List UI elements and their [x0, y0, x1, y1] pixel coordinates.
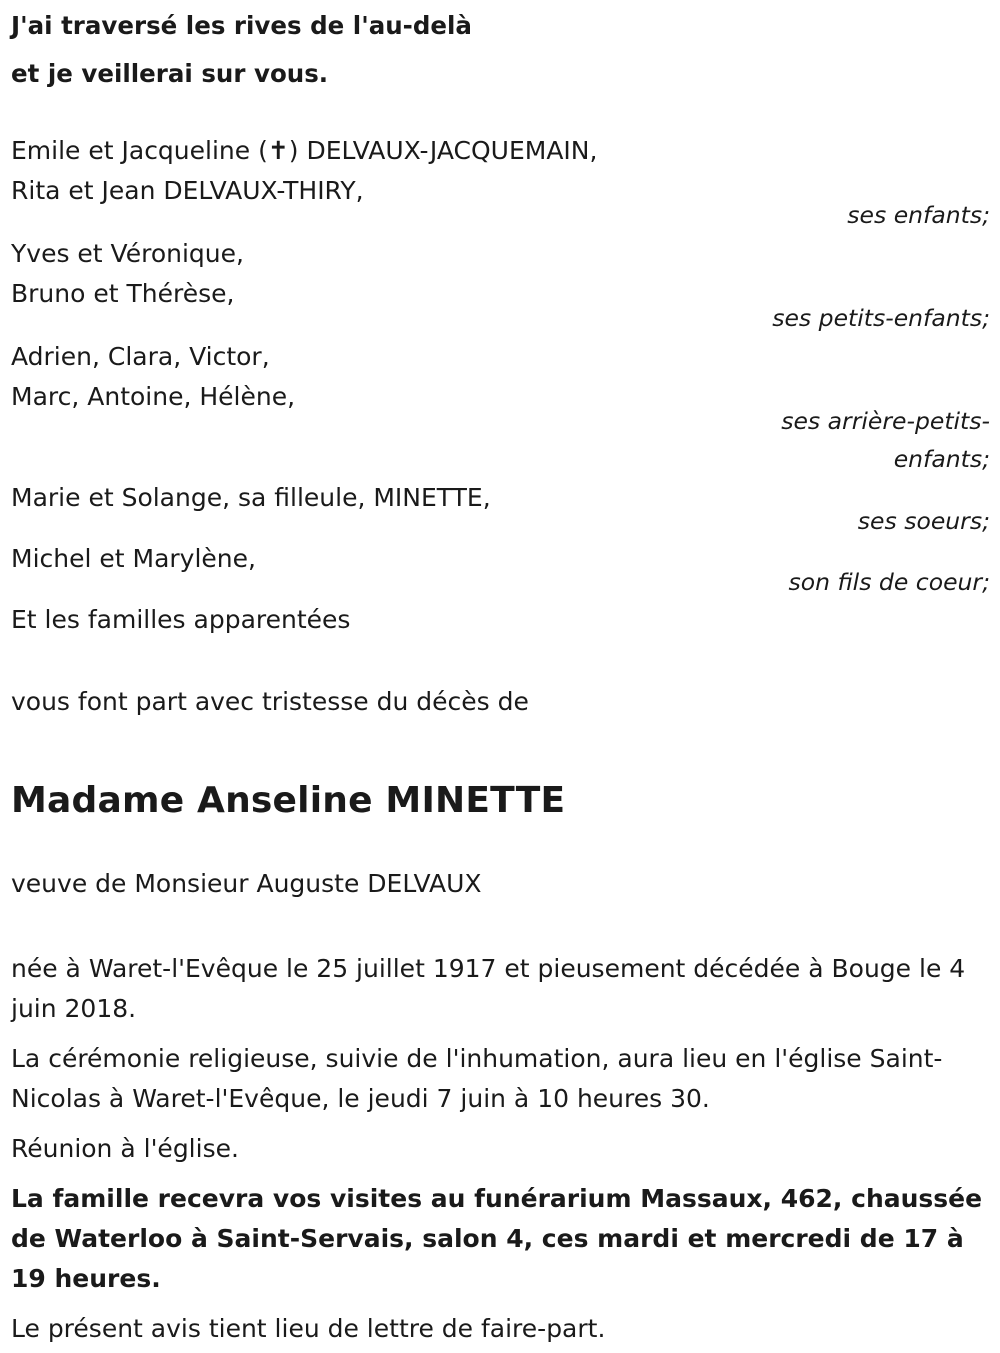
relation-label: son fils de coeur; [788, 568, 990, 596]
relation-label: ses soeurs; [857, 507, 990, 535]
family-name-line: Adrien, Clara, Victor, [11, 342, 270, 371]
relation-label: ses enfants; [847, 201, 990, 229]
verse-line-1: J'ai traversé les rives de l'au-delà [11, 11, 472, 40]
ceremony-text: La cérémonie religieuse, suivie de l'inhumation, aura lieu en l'église Saint-Nicolas à Waret-l'Evêque, le jeudi 7 juin à 10 heures 30. [11, 1044, 943, 1113]
details [11, 949, 990, 1349]
family-name-line: Marc, Antoine, Hélène, [11, 382, 296, 411]
family-name-line: Bruno et Thérèse, [11, 279, 235, 308]
family-group-great-grandchildren [11, 337, 990, 478]
family-group-grandchildren [11, 234, 990, 337]
family-name-line: Yves et Véronique, [11, 239, 244, 268]
family-name-line: Michel et Marylène, [11, 544, 256, 573]
widow-of: veuve de Monsieur Auguste DELVAUX [11, 869, 482, 898]
family-group-children [11, 131, 990, 234]
family-group-sisters [11, 478, 990, 540]
deceased-name: Madame Anseline MINETTE [11, 780, 566, 821]
family-name-line: Marie et Solange, sa filleule, MINETTE, [11, 483, 491, 512]
birth-death-text: née à Waret-l'Evêque le 25 juillet 1917 et pieusement décédée à Bouge le 4 juin 2018. [11, 954, 966, 1023]
relation-label: ses arrière-petits-enfants; [781, 407, 990, 473]
relatives-line: Et les familles apparentées [11, 605, 351, 634]
notice-text: Le présent avis tient lieu de lettre de faire-part. [11, 1314, 606, 1343]
family-list [11, 131, 990, 640]
family-group-son-of-heart [11, 539, 990, 601]
obituary-notice [0, 2, 1000, 1353]
meeting-text: Réunion à l'église. [11, 1134, 239, 1163]
verse [11, 2, 990, 98]
family-name-line: Emile et Jacqueline (✝) DELVAUX-JACQUEMAIN, [11, 136, 598, 165]
announcement: vous font part avec tristesse du décès de [11, 687, 529, 716]
relation-label: ses petits-enfants; [772, 304, 990, 332]
visits-text: La famille recevra vos visites au funérarium Massaux, 462, chaussée de Waterloo à Saint-Servais, salon 4, ces mardi et mercredi de 17 à 19 heures. [11, 1184, 983, 1293]
family-name-line: Rita et Jean DELVAUX-THIRY, [11, 176, 364, 205]
verse-line-2: et je veillerai sur vous. [11, 59, 329, 88]
